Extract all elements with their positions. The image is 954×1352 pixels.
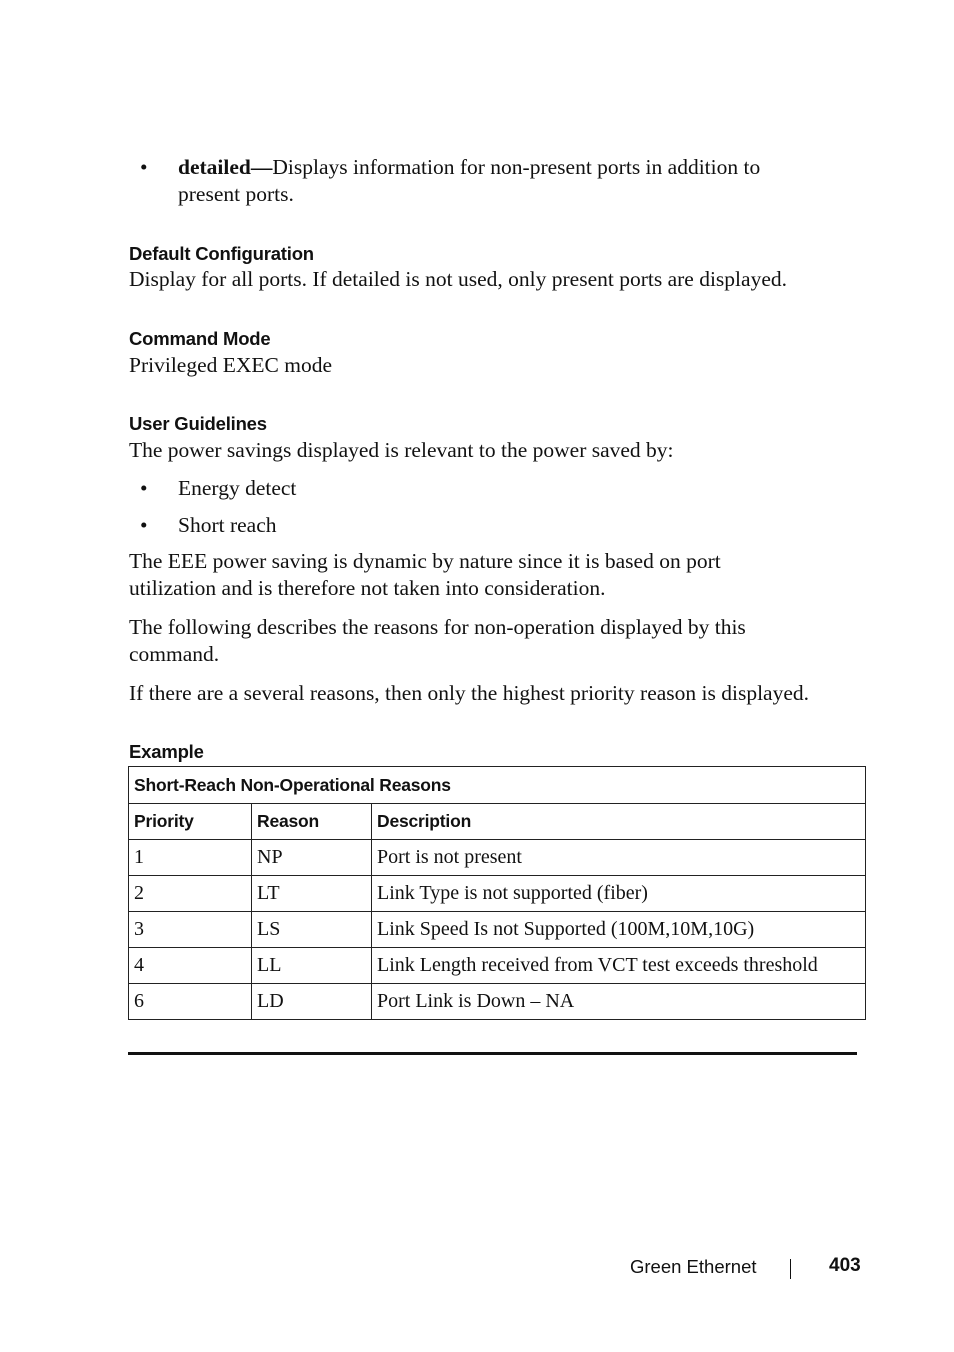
detailed-bullet <box>178 154 878 181</box>
default-configuration-heading: Default Configuration <box>129 243 314 264</box>
table-title-row <box>129 767 866 804</box>
table-row <box>129 912 866 948</box>
priority-cell: 6 <box>129 984 252 1020</box>
user-guidelines-intro: The power savings displayed is relevant to the power saved by: <box>129 438 674 462</box>
description-cell: Port is not present <box>372 840 866 876</box>
table-title: Short-Reach Non-Operational Reasons <box>129 767 866 804</box>
priority-paragraph: If there are a several reasons, then only the highest priority reason is displayed. <box>129 681 810 705</box>
column-header-description: Description <box>372 804 866 840</box>
bullet-short-reach: Short reach <box>178 513 277 537</box>
reasons-table <box>128 766 866 1020</box>
command-mode-heading: Command Mode <box>129 328 271 349</box>
reasons-paragraph-line1: The following describes the reasons for non-operation displayed by this <box>129 615 746 639</box>
reason-cell: LL <box>252 948 372 984</box>
example-heading: Example <box>129 741 204 762</box>
em-dash: — <box>250 155 273 179</box>
detailed-line1: Displays information for non-present ports in addition to <box>272 155 761 179</box>
column-header-priority: Priority <box>129 804 252 840</box>
eee-paragraph-line1: The EEE power saving is dynamic by nature since it is based on port <box>129 549 721 573</box>
reason-cell: LD <box>252 984 372 1020</box>
user-guidelines-heading: User Guidelines <box>129 413 267 434</box>
column-header-reason: Reason <box>252 804 372 840</box>
priority-cell: 1 <box>129 840 252 876</box>
reasons-paragraph-line2: command. <box>129 642 220 666</box>
detailed-term: detailed <box>178 155 251 179</box>
reason-cell: LT <box>252 876 372 912</box>
page-number: 403 <box>829 1255 861 1276</box>
bullet-dot: • <box>140 155 148 179</box>
description-cell: Link Speed Is not Supported (100M,10M,10G) <box>372 912 866 948</box>
priority-cell: 2 <box>129 876 252 912</box>
command-mode-text: Privileged EXEC mode <box>129 353 333 377</box>
reason-cell: NP <box>252 840 372 876</box>
table-row <box>129 948 866 984</box>
reason-cell: LS <box>252 912 372 948</box>
table-row <box>129 840 866 876</box>
description-cell: Port Link is Down – NA <box>372 984 866 1020</box>
default-configuration-text: Display for all ports. If detailed is not used, only present ports are displayed. <box>129 267 787 291</box>
priority-cell: 4 <box>129 948 252 984</box>
priority-cell: 3 <box>129 912 252 948</box>
footer-separator <box>790 1259 791 1279</box>
description-cell: Link Type is not supported (fiber) <box>372 876 866 912</box>
table-row <box>129 876 866 912</box>
bullet-dot: • <box>140 513 148 537</box>
footer-section-name: Green Ethernet <box>630 1256 757 1277</box>
bullet-dot: • <box>140 476 148 500</box>
table-row <box>129 984 866 1020</box>
eee-paragraph-line2: utilization and is therefore not taken into consideration. <box>129 576 606 600</box>
detailed-line2: present ports. <box>178 182 294 206</box>
bullet-energy-detect: Energy detect <box>178 476 297 500</box>
section-end-rule <box>128 1052 857 1055</box>
description-cell: Link Length received from VCT test exceeds threshold <box>372 948 866 984</box>
table-header-row <box>129 804 866 840</box>
